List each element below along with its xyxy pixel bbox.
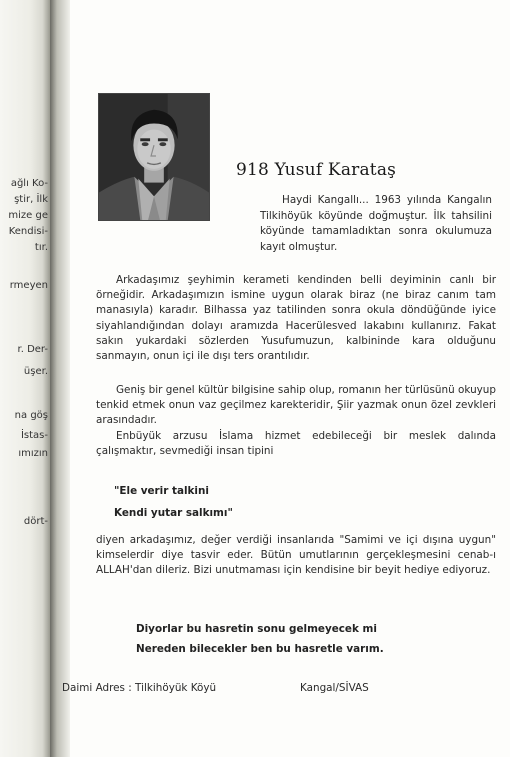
left-page-line: r. Der- bbox=[17, 344, 48, 355]
paragraph-4 bbox=[96, 533, 496, 579]
paragraph-1-text: Arkadaşımız şeyhimin kerameti kendinden belli deyiminin canlı bir örneğidir. Arkadaşımızın ismine uygun olarak biraz (ne biraz canım tam manasıyla) karadır. Bilhassa yaz tatilinden sonra okula döndüğünde iyice siyahlandığından dolayı aramızda Hacerülesved lakabını kullanırız. Fakat sakın yukardaki sözlerden Yusufumuzun, kalbininde kara olduğunu sanmayın, onun içi ile dışı ters orantılıdır. bbox=[96, 274, 496, 363]
city: Kangal/SİVAS bbox=[300, 682, 369, 694]
left-page-line: ağlı Ko- bbox=[10, 178, 48, 189]
paragraph-3-text: Enbüyük arzusu İslama hizmet edebileceği bir meslek dalında çalışmaktır, sevmediği insan tipini bbox=[96, 430, 496, 458]
left-page-line: Kendisi- bbox=[8, 226, 48, 237]
closing-line-1: Diyorlar bu hasretin sonu gelmeyecek mi bbox=[136, 623, 377, 635]
left-page-line: dört- bbox=[23, 516, 48, 527]
left-page-line: rmeyen bbox=[9, 280, 48, 291]
left-page-line: na göş bbox=[14, 410, 48, 421]
left-page-line: tır. bbox=[34, 242, 48, 253]
quote-line-2: Kendi yutar salkımı" bbox=[114, 507, 233, 519]
quote-line-1: "Ele verir talkini bbox=[114, 485, 209, 497]
paragraph-2-text: Geniş bir genel kültür bilgisine sahip olup, romanın her türlüsünü okuyup tenkid etmek onun vaz geçilmez karekteridir, Şiir yazmak onun özel zevkleri arasındadır. bbox=[96, 384, 496, 427]
paragraph-4-text: diyen arkadaşımız, değer verdiği insanlarıda "Samimi ve içi dışına uygun" kimselerdir diye tasvir eder. Bütün umutlarının gerçekleşmesini cenab-ı ALLAH'dan dileriz. Bizi unutmaması için kendisine bir beyit hediye ediyoruz. bbox=[96, 534, 496, 577]
paragraph-2 bbox=[96, 383, 496, 429]
address: Daimi Adres : Tilkihöyük Köyü bbox=[62, 682, 217, 694]
entry-title: 918 Yusuf Karataş bbox=[236, 160, 397, 180]
paragraph-3 bbox=[96, 429, 496, 459]
left-page-line: üşer. bbox=[23, 366, 48, 377]
left-page-line: İstas- bbox=[20, 430, 48, 441]
book-gutter bbox=[50, 0, 70, 757]
intro-paragraph bbox=[260, 193, 492, 255]
closing-line-2: Nereden bilecekler ben bu hasretle varım. bbox=[136, 643, 384, 655]
portrait-photo bbox=[98, 93, 210, 221]
left-page-fragment bbox=[0, 0, 50, 757]
paragraph-1 bbox=[96, 273, 496, 364]
left-page-line: ımızın bbox=[18, 448, 48, 459]
left-page-line: mize ge bbox=[8, 210, 48, 221]
left-page-line: ştir, İlk bbox=[14, 194, 48, 205]
intro-text: Haydi Kangallı... 1963 yılında Kangalın Tilkihöyük köyünde doğmuştur. İlk tahsilini köyünde tamamladıktan sonra okulumuza kayıt olmuştur. bbox=[260, 194, 492, 253]
